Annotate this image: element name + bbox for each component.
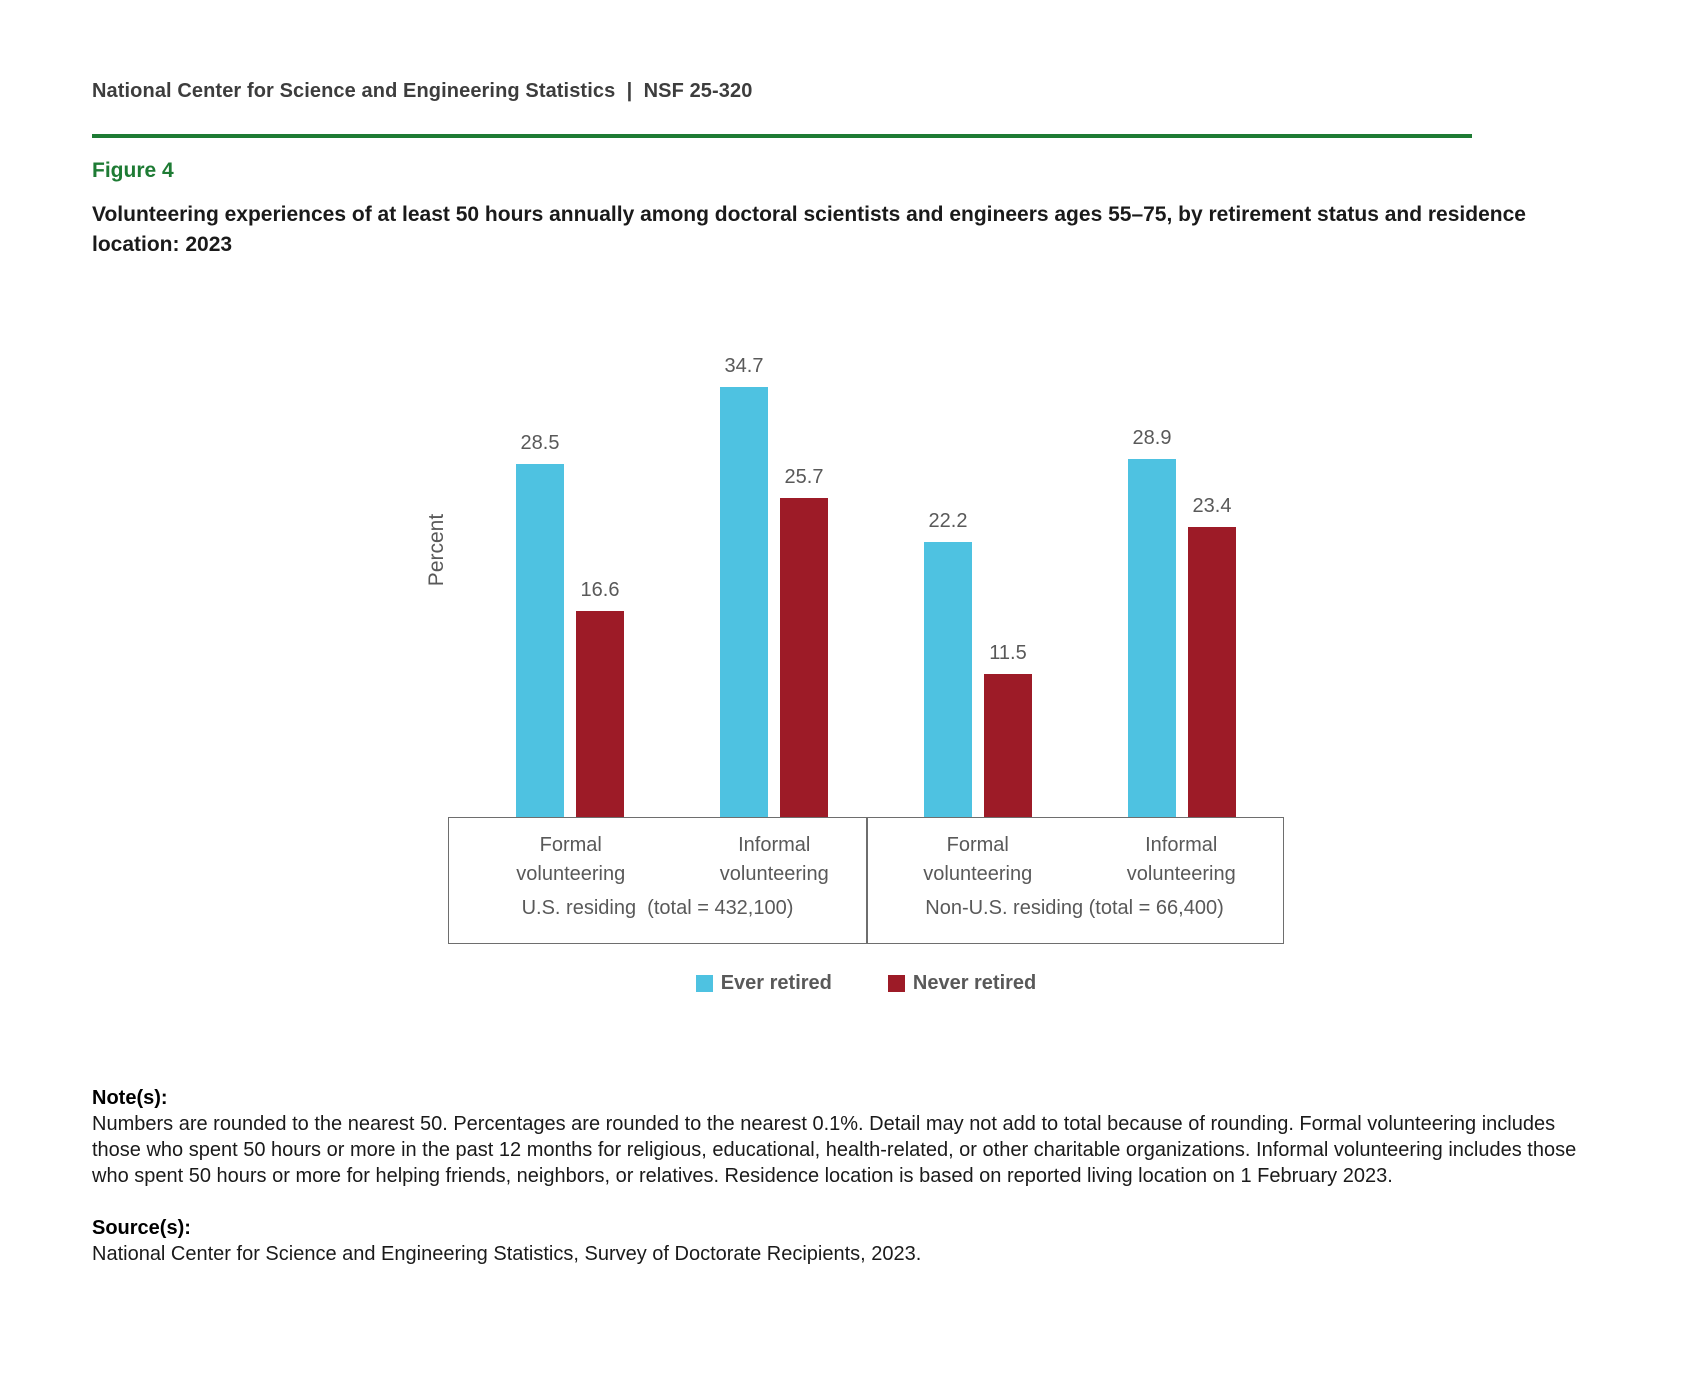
bar-group xyxy=(876,330,1080,817)
bar-value-label: 28.9 xyxy=(1132,426,1172,449)
bar xyxy=(516,464,564,817)
bar-group xyxy=(1080,330,1284,817)
bar-value-label: 11.5 xyxy=(989,642,1027,665)
bar-unit xyxy=(780,330,828,817)
axis-section-divider xyxy=(866,818,868,943)
bar-value-label: 28.5 xyxy=(520,431,560,454)
bar-unit xyxy=(516,330,564,817)
source-body: National Center for Science and Engineering Statistics, Survey of Doctorate Recipients, 2023. xyxy=(92,1243,922,1265)
figure-number-label: Figure 4 xyxy=(92,159,174,182)
bar-unit xyxy=(576,330,624,817)
bar xyxy=(1128,459,1176,817)
report-header: National Center for Science and Engineering Statistics | NSF 25-320 xyxy=(92,80,753,102)
notes-body: Numbers are rounded to the nearest 50. Percentages are rounded to the nearest 0.1%. Detail may not add to total because of rounding. Formal volunteering includes those who spent 50 hours or more in the past 12 months for religious, educational, health-related, or other charitable organizations. Informal volunteering includes those who spent 50 hours or more for helping friends, neighbors, or relatives. Residence location is based on reported living location on 1 February 2023. xyxy=(92,1113,1577,1187)
source-heading: Source(s): xyxy=(92,1217,191,1239)
legend-swatch-blue xyxy=(696,975,713,992)
bar-unit xyxy=(1188,330,1236,817)
category-label: Formal volunteering xyxy=(516,834,626,885)
bar-value-label: 16.6 xyxy=(580,579,620,602)
legend-label: Never retired xyxy=(912,972,1037,994)
category-label: Informal volunteering xyxy=(719,834,829,885)
figure-title: Volunteering experiences of at least 50 hours annually among doctoral scientists and engineers ages 55–75, by retirement status and residence location: 2023 xyxy=(92,203,1526,256)
bar-value-label: 23.4 xyxy=(1192,494,1232,517)
plot-area xyxy=(448,330,1284,817)
notes-heading: Note(s): xyxy=(92,1087,168,1109)
bar-group xyxy=(672,330,876,817)
legend-item-never-retired xyxy=(888,972,1036,995)
header-divider-rule xyxy=(92,134,1472,138)
category-label: Informal volunteering xyxy=(1126,834,1236,885)
category-label: Formal volunteering xyxy=(923,834,1033,885)
bar-unit xyxy=(924,330,972,817)
bar xyxy=(924,542,972,817)
y-axis-label: Percent xyxy=(425,513,448,587)
legend-item-ever-retired xyxy=(696,972,832,995)
notes-and-source xyxy=(92,1085,1584,1267)
section-label-us: U.S. residing (total = 432,100) xyxy=(521,897,794,919)
legend-label: Ever retired xyxy=(720,972,832,994)
bar-group xyxy=(468,330,672,817)
bar-value-label: 34.7 xyxy=(724,354,764,377)
bar xyxy=(576,611,624,817)
bar-value-label: 22.2 xyxy=(928,509,968,532)
x-axis-label-box xyxy=(448,817,1284,944)
bar xyxy=(720,387,768,817)
bar-unit xyxy=(1128,330,1176,817)
bar xyxy=(984,674,1032,817)
legend-swatch-red xyxy=(888,975,905,992)
section-label-non-us: Non-U.S. residing (total = 66,400) xyxy=(925,897,1224,919)
bar-value-label: 25.7 xyxy=(784,466,824,489)
chart-legend xyxy=(448,972,1284,995)
bar xyxy=(1188,527,1236,817)
bar xyxy=(780,498,828,817)
bar-unit xyxy=(720,330,768,817)
bar-unit xyxy=(984,330,1032,817)
